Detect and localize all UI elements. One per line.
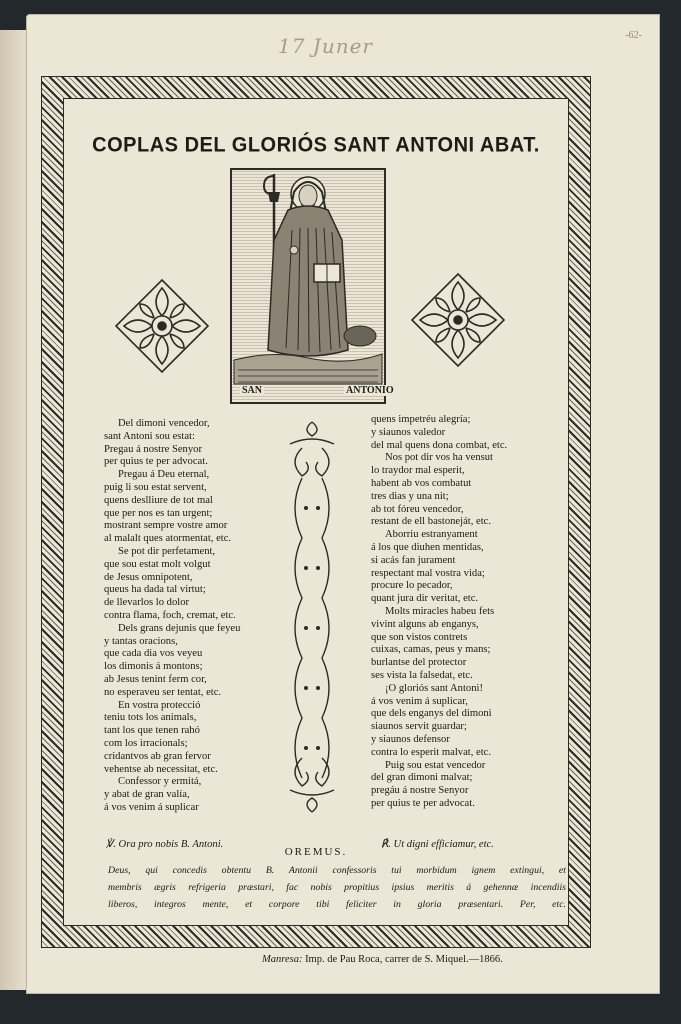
verse-line: Pregau á nostre Senyor (104, 443, 202, 455)
verse-line: que sou estat molt volgut (104, 558, 211, 570)
verse-line: de Jesus omnipotent, (104, 571, 193, 583)
verse-line: mostrant sempre vostre amor (104, 520, 228, 532)
verse-line: á los que diuhen mentidas, (371, 541, 484, 553)
verse-line: tant los que tenen rahó (104, 725, 200, 737)
verse-line: En vostra protecció (118, 699, 201, 711)
verse-line: respectant mal vostra vida; (371, 567, 485, 579)
verse-line: y abat de gran valía, (104, 789, 190, 801)
prayer-line: Deus, qui concedis obtentu B. Antonii confessoris tui morbidum ignem extingui, et (108, 865, 566, 876)
prayer-line: membris ægris refrigeria præstari, fac nobis propitius ipsius meritis á gehennæ incendiis (108, 882, 566, 893)
latin-prayer (108, 862, 566, 913)
verse-line: burlantse del protector (371, 657, 467, 669)
verse-line: Aborriu estranyament (385, 529, 478, 541)
verse-line: Puig sou estat vencedor (385, 759, 486, 771)
verse-line: contra flama, foch, cremat, etc. (104, 609, 236, 621)
image-caption-right: ANTONIO (346, 385, 394, 396)
left-rosette-ornament (114, 278, 210, 374)
verse-line: lo traydor mal esperit, (371, 465, 465, 477)
verse-line: sant Antoni sou estat: (104, 430, 195, 442)
verse-line: vehentse ab necessitat, etc. (104, 763, 218, 775)
verse-line: contra lo esperit malvat, etc. (371, 746, 492, 758)
verse-line: á vos venim á suplicar, (371, 695, 468, 707)
versicle-line: ℣. Ora pro nobis B. Antoni. (106, 839, 224, 850)
verse-line: y tantas oracions, (104, 635, 178, 647)
verse-line: que son vistos contrets (371, 631, 468, 643)
verse-line: del mal quens dona combat, etc. (371, 439, 508, 451)
verse-line: siaunos servit guardar; (371, 721, 467, 733)
verse-line: habent ab vos combatut (371, 477, 472, 489)
saint-figure-illustration (232, 170, 384, 402)
verse-line: ab tot fóreu vencedor, (371, 503, 464, 515)
verse-line: no esperaveu ser tentat, etc. (104, 686, 222, 698)
verse-line: y siaunos defensor (371, 733, 450, 745)
verse-line: restant de ell bastoneját, etc. (371, 516, 492, 528)
verse-line: del gran dimoni malvat; (371, 772, 473, 784)
verse-line: si acás fan jurament (371, 554, 456, 566)
verse-line: que cada dia vos veyeu (104, 648, 203, 660)
oremus-heading: OREMUS. (284, 846, 348, 858)
verse-line: quant jura dir veritat, etc. (371, 593, 479, 605)
verse-line: queus ha dada tal virtut; (104, 584, 206, 596)
verse-line: Se pot dir perfetament, (118, 545, 216, 557)
verse-line: teniu tots los animals, (104, 712, 197, 724)
verse-line: cuixas, camas, peus y mans; (371, 644, 491, 656)
handwritten-note: 17 Juner (278, 34, 373, 58)
imprint-details: Imp. de Pau Roca, carrer de S. Miquel.—1866. (302, 954, 503, 965)
verse-line: que per nos es tan urgent; (104, 507, 213, 519)
right-rosette-ornament (410, 272, 506, 368)
verses-right-column (371, 414, 566, 811)
verse-line: quens impetréu alegría; (371, 414, 471, 425)
verse-line: com los irracionals; (104, 737, 188, 749)
saint-antonio-woodcut (230, 168, 386, 404)
verse-line: per quius te per advocat. (371, 797, 475, 809)
broadside-page (26, 14, 660, 994)
verse-line: que dels enganys del dimoni (371, 708, 492, 720)
response-line: ℟. Ut digni efficiamur, etc. (381, 839, 494, 850)
verse-line: Del dimoni vencedor, (118, 418, 210, 429)
verse-line: de llevarlos lo dolor (104, 597, 190, 609)
imprint-city: Manresa: (262, 954, 303, 965)
verse-line: ab Jesus tenint ferm cor, (104, 673, 207, 685)
printer-imprint (262, 954, 503, 965)
verse-line: Nos pot dir vos ha vensut (385, 452, 493, 464)
page-number: -62- (625, 30, 642, 41)
verse-line: vivint alguns ab enganys, (371, 618, 479, 630)
verse-line: per quius te per advocat. (104, 456, 208, 468)
scroll-divider-ornament (282, 418, 342, 818)
verse-line: á vos venim á suplicar (104, 801, 199, 813)
verse-line: ses vista la falsedat, etc. (371, 669, 473, 681)
verse-line: y siaunos valedor (371, 426, 446, 438)
verse-line: ¡O gloriós sant Antoni! (385, 682, 483, 694)
verse-line: los dimonis á montons; (104, 661, 203, 673)
verse-line: pregáu á nostre Senyor (371, 785, 469, 797)
verse-line: Pregau á Deu eternal, (118, 469, 210, 481)
verse-line: procure lo pecador, (371, 580, 453, 592)
image-caption-left: SAN (242, 385, 263, 396)
verse-line: Confessor y ermitá, (118, 776, 202, 788)
verse-line: Dels grans dejunis que feyeu (118, 622, 241, 634)
verse-line: puig li sou estat servent, (104, 481, 207, 493)
verse-line: tres dias y una nit; (371, 490, 449, 502)
verse-line: cridantvos ab gran fervor (104, 750, 211, 762)
verses-left-column (104, 418, 294, 815)
verse-line: Molts miracles habeu fets (385, 605, 495, 617)
verse-line: quens deslliure de tot mal (104, 494, 213, 506)
verse-line: al malalt ques atormentat, etc. (104, 533, 232, 545)
prayer-line: liberos, integros mente, et corpore tibi feliciter in gloria præsentari. Per, etc. (108, 899, 566, 910)
page-title: COPLAS DEL GLORIÓS SANT ANTONI ABAT. (92, 133, 540, 157)
